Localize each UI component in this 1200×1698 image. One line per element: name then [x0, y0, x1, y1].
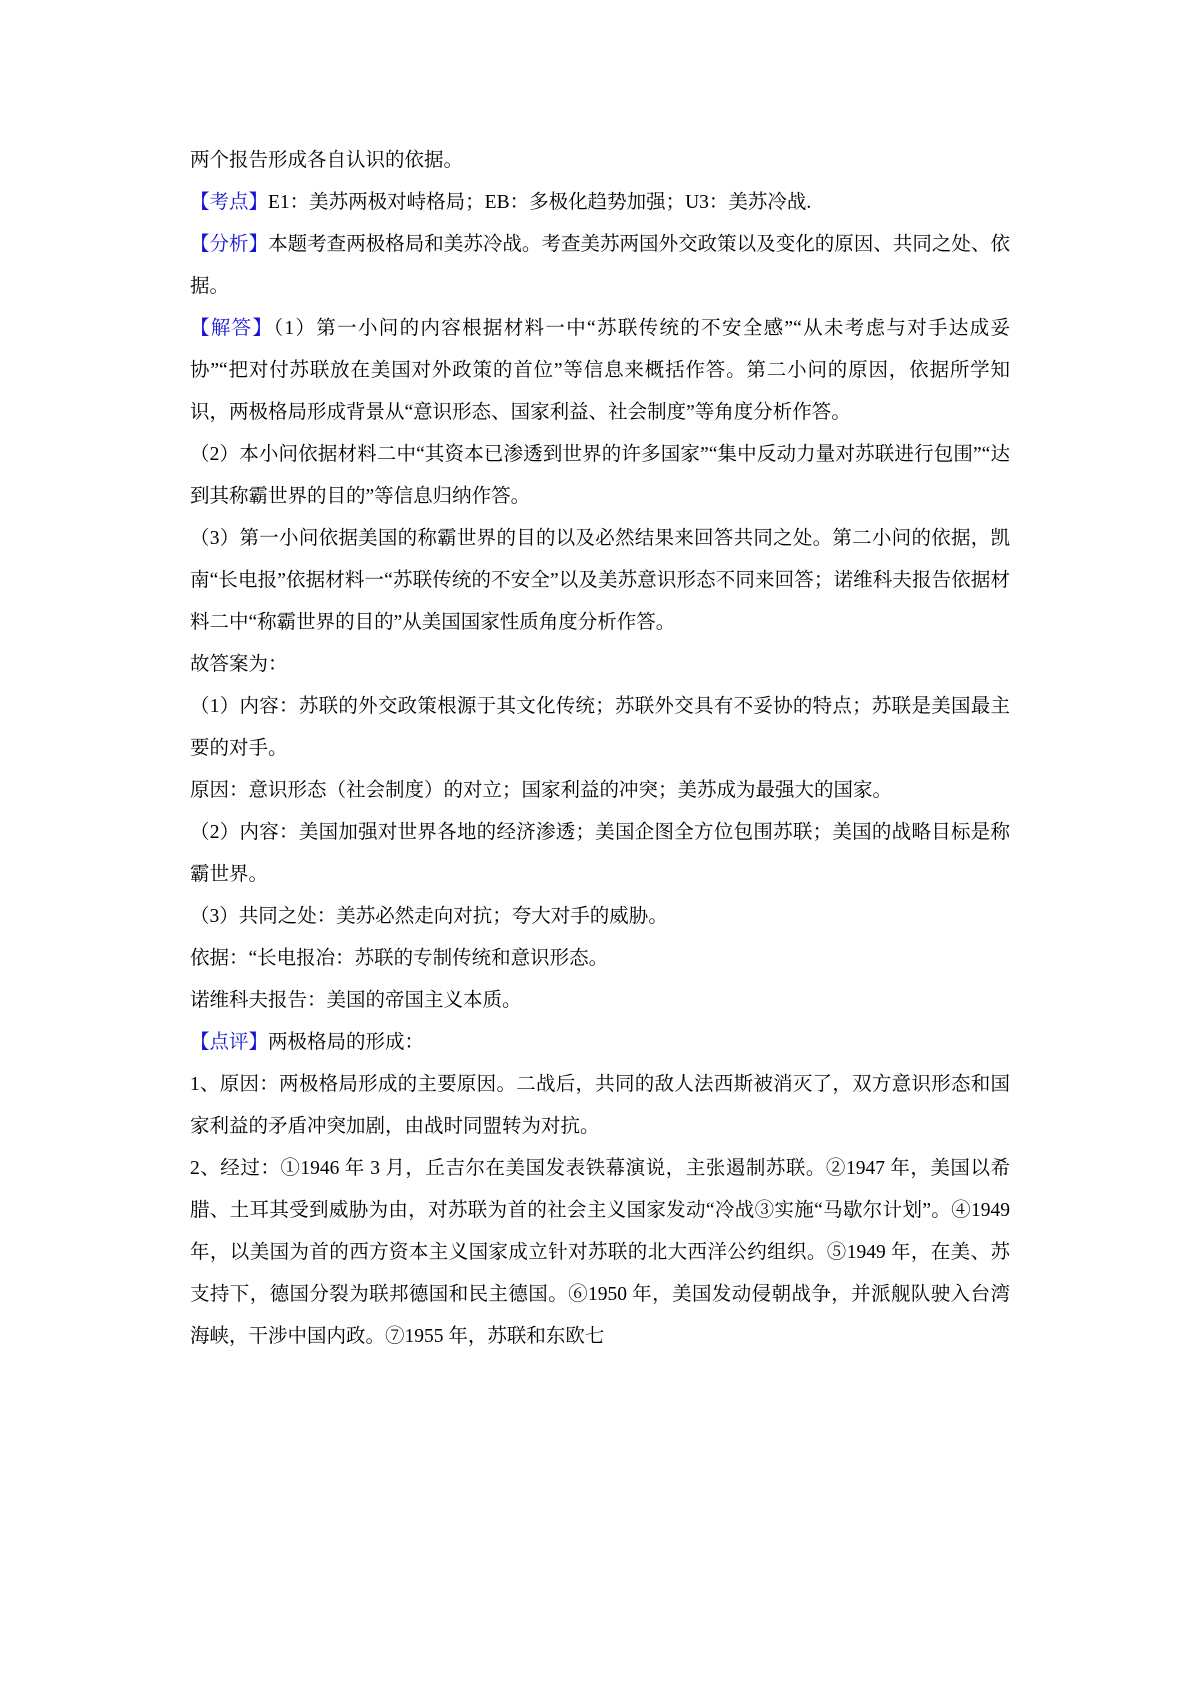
paragraph-answer-1 [190, 686, 1010, 770]
paragraph-jieda-3 [190, 518, 1010, 644]
paragraph-text: （1）内容：苏联的外交政策根源于其文化传统；苏联外交具有不妥协的特点；苏联是美国最主要的对手。 [190, 696, 1010, 759]
paragraph-answer-2 [190, 812, 1010, 896]
paragraph-answer-1-reason [190, 770, 1010, 812]
kaodian-label: 【考点】 [190, 192, 269, 213]
paragraph-text: （3）共同之处：美苏必然走向对抗；夸大对手的威胁。 [190, 906, 668, 927]
paragraph-continuation [190, 140, 1010, 182]
paragraph-text: 依据：“长电报冶：苏联的专制传统和意识形态。 [190, 948, 609, 969]
paragraph-text: 本题考查两极格局和美苏冷战。考查美苏两国外交政策以及变化的原因、共同之处、依据。 [190, 234, 1010, 297]
paragraph-text: （2）内容：美国加强对世界各地的经济渗透；美国企图全方位包围苏联；美国的战略目标是称霸世界。 [190, 822, 1010, 885]
paragraph-text: （2）本小问依据材料二中“其资本已渗透到世界的许多国家”“集中反动力量对苏联进行包围”“达到其称霸世界的目的”等信息归纳作答。 [190, 444, 1010, 507]
document-body [190, 140, 1010, 1358]
paragraph-text: 两极格局的形成： [268, 1032, 425, 1053]
paragraph-kaodian [190, 182, 1010, 224]
paragraph-jieda-1 [190, 308, 1010, 434]
jieda-label: 【解答】 [190, 318, 274, 339]
paragraph-text: 原因：意识形态（社会制度）的对立；国家利益的冲突；美苏成为最强大的国家。 [190, 780, 893, 801]
paragraph-text: 故答案为： [190, 654, 288, 675]
paragraph-text: E1：美苏两极对峙格局；EB：多极化趋势加强；U3：美苏冷战. [268, 192, 812, 213]
paragraph-answer-3-basis2 [190, 980, 1010, 1022]
paragraph-text: （1）第一小问的内容根据材料一中“苏联传统的不安全感”“从未考虑与对手达成妥协”“把对付苏联放在美国对外政策的首位”等信息来概括作答。第二小问的原因，依据所学知识，两极格局形成背景从“意识形态、国家利益、社会制度”等角度分析作答。 [190, 318, 1010, 423]
paragraph-jieda-2 [190, 434, 1010, 518]
paragraph-text: 1、原因：两极格局形成的主要原因。二战后，共同的敌人法西斯被消灭了，双方意识形态和国家利益的矛盾冲突加剧，由战时同盟转为对抗。 [190, 1074, 1010, 1137]
paragraph-answer-3 [190, 896, 1010, 938]
dianping-label: 【点评】 [190, 1032, 269, 1053]
paragraph-text: 两个报告形成各自认识的依据。 [190, 150, 464, 171]
paragraph-answer-3-basis [190, 938, 1010, 980]
paragraph-point-2 [190, 1148, 1010, 1358]
paragraph-text: 2、经过：①1946 年 3 月，丘吉尔在美国发表铁幕演说，主张遏制苏联。②1947 年，美国以希腊、土耳其受到威胁为由，对苏联为首的社会主义国家发动“冷战③实施“马歇尔计划”。④1949 年，以美国为首的西方资本主义国家成立针对苏联的北大西洋公约组织。⑤1949 年，在美、苏支持下，德国分裂为联邦德国和民主德国。⑥1950 年，美国发动侵朝战争，并派舰队驶入台湾海峡，干涉中国内政。⑦1955 年，苏联和东欧七 [190, 1158, 1010, 1347]
paragraph-dianping [190, 1022, 1010, 1064]
paragraph-answer-lead [190, 644, 1010, 686]
fenxi-label: 【分析】 [190, 234, 269, 255]
paragraph-text: 诺维科夫报告：美国的帝国主义本质。 [190, 990, 522, 1011]
paragraph-point-1 [190, 1064, 1010, 1148]
paragraph-fenxi [190, 224, 1010, 308]
paragraph-text: （3）第一小问依据美国的称霸世界的目的以及必然结果来回答共同之处。第二小问的依据，凯南“长电报”依据材料一“苏联传统的不安全”以及美苏意识形态不同来回答；诺维科夫报告依据材料二中“称霸世界的目的”从美国国家性质角度分析作答。 [190, 528, 1010, 633]
